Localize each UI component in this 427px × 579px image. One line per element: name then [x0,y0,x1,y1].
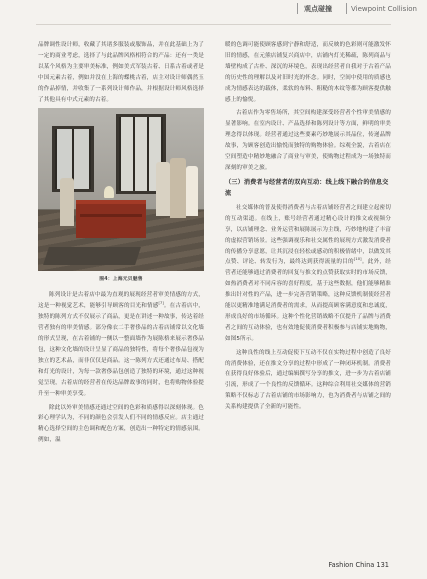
left-column [38,40,204,449]
section-title-en: Viewpoint Collision [350,4,417,13]
paragraph: 除此以外审美情感还通过空间的色彩和质感得以深刻体现。色彩心理学认为，不同的颜色会引发人们不同的情感反应。店主通过精心选择空间的主色调和配色方案，创造出一种特定的情感氛围。例如，温 [38,404,204,444]
store-interior-photo [38,108,204,271]
right-column [225,40,391,416]
header-divider [346,3,347,14]
header-rule [36,24,391,25]
photo-caption: 图4：上海元贝魅售 [99,277,143,283]
paragraph: 社交媒体的普及使得消费者与古着店铺经营者之间建立起密切的互动渠道。在线上，账号经营者通过精心设计的推文或视频分享，以店铺理念、业务运营和展陈展示为主线，巧妙地构建了丰富的虚拟营销场景。这些强调视乐和社交属性的展现方式激发消费者的传播分享意愿，让其沉浸在轻松或感动的积极情绪中，以做发其点赞、评论、转发行为，最终达到获得流量的目的[10]。此外，经营者还能够通过消费者的回复与推文的点赞获取实时的市场反馈，如热消费者对不同斥容的喜好程度，基于这些数据，他们能够精准推出针对性的产品，进一步完善营销策略，这种反馈机制使经营者能以更精准地满足消费者的需求，从而提高顾客满意度和忠诚度，形成良好的市场循环。这种个性化营销战略不仅提升了品牌与消费者之间的互动体验，也有效地促使消费者积极参与店铺实地购物，如图5所示。 [225,204,391,342]
page-header [297,0,427,17]
paragraph: 陈列设计是古着店中最为直观的展现经营者审美情感的方式，这是一种视觉艺术，能够引导顾客的目光和情感[7]。在古着店中，独特的陈列方式不仅展示了商品，更是在讲述一种故事，传达着经营者独有的审美情感。部分像衣二手奢侈品的古着店铺常以文化墙的形式呈现，在古着铺的一侧以一整面墙作为展陈格来展示奢侈品包，这种文化墙的设计呈显了商品的独特性，将每个奢侈品包视为独立的艺术品，而非仅仅是商品。这一陈列方式还通过布局、搭配和灯光的设计，为每一款奢侈品包创造了独特的环境，通过这种视觉呈现，古着店的经营者在传达品牌故事的同时，也将购物体验提升至一种审美享受。 [38,292,204,397]
citation: [7] [158,301,164,306]
paragraph: 这种良性的线上互动促使下互动不仅在实物过程中创造了良好的消费体验，还在推文分享的过程中形成了一种闭环机制。消费者在获得良好体验后，通过编辑撰写分享的推文，进一步为古着店铺引流，形成了一个良性的反馈循环。这种综合利用社交媒体的营销策略不仅标志了古着店铺的市场影响力，也为消费者与店铺之间的关系构建提供了全新的可能性。 [225,349,391,411]
citation: [10] [353,257,362,262]
paragraph: 暖的色调可能使顾客感到宁静和舒适，而反映的色彩则可能激发怀旧的情感，在元熊店铺复兴商店中，店铺内灯光稀疏，陈列商品与墙壁构成了古朴、深沉的环境色，表现出经营者自我对于古着产品的历史性的理解以及对旧时光的怀念。同时，空间中使用的质感也成为情感表达的载体，柔软的布料、粗糙的木纹等都为顾客提供触感上的愉悦。 [225,42,391,103]
section-title-cn: 观点碰撞 [303,4,332,13]
paragraph: 古着店作为零售场所，其空间构建深受经营者个性审美情感的显著影响。在室内设计、产品选择和陈列设计等方面，鲜明的审美理念得以体现。经营者通过这些要素巧妙地展示其品位，传递品牌故事，为顾客创造出愉悦而独特的购物体验。综观全貌，古着店在空间塑造中精妙地融合了商业与审美，使购物过程成为一场独特而深刻的审美之旅。 [225,110,391,171]
section-heading: （三）消费者与经营者的双向互动：线上线下融合的信息交流 [225,178,389,198]
paragraph: 品牌调性设计师，收藏了其诸多服装或服饰品，并在此基础上为了一定的商业考虑，选择了与此品牌风格相符合的产品：还有一类是以某个风格为主要审美标准，例如美式军装古着、日系古着或者是中国元素古着，例如并没在上海的蝶桃古着，店主对设计师偶然玉的作品掉情，并收集了一系列设计师作品，并根据设计师风格选择了其他具有中式元素的古着。 [38,42,204,103]
page-footer: Fashion China 131 [328,561,389,569]
header-divider [297,3,298,14]
